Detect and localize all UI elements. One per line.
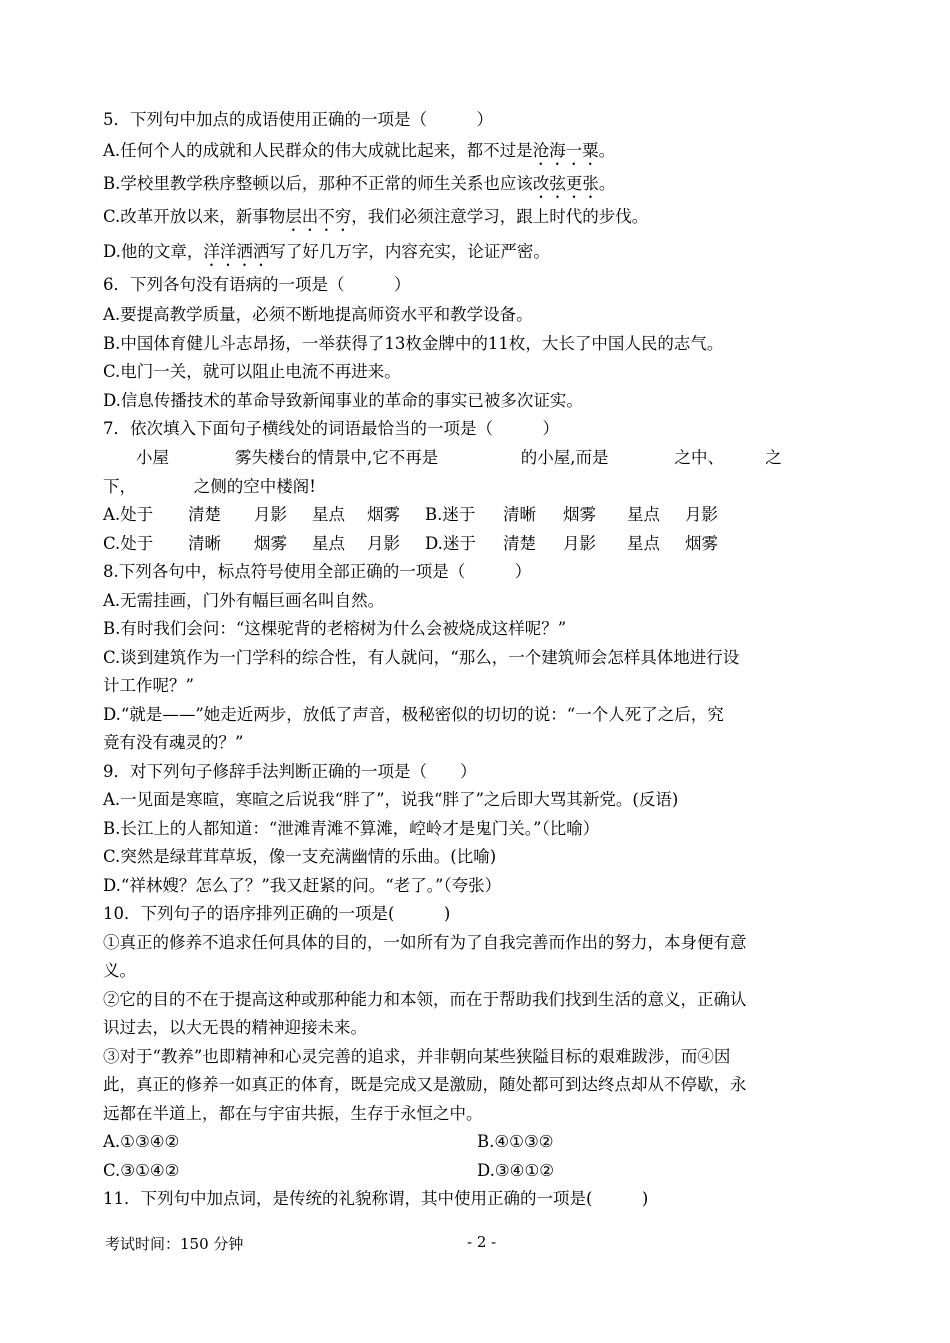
page-number: - 2 - (467, 1233, 497, 1251)
q10-sentence-2-line2: 识过去，以大无畏的精神迎接未来。 (103, 1018, 367, 1037)
q10-sentence-1-line1: ①真正的修养不追求任何具体的目的，一如所有为了自我完善而作出的努力，本身便有意 (103, 933, 747, 952)
q7-sentence-line2: 下， 之侧的空中楼阁! (103, 477, 316, 496)
q10-option-c: C.③①④② (103, 1161, 180, 1180)
q6-option-d: D.信息传播技术的革命导致新闻事业的革命的事实已被多次证实。 (103, 391, 583, 410)
q6-option-b: B.中国体育健儿斗志昂扬，一举获得了13枚金牌中的11枚，大长了中国人民的志气。 (103, 334, 724, 353)
q11-stem: 11．下列句中加点词，是传统的礼貌称谓，其中使用正确的一项是( ) (103, 1189, 649, 1208)
q5-option-d: D.他的文章，洋洋洒洒写了好几万字，内容充实，论证严密。 (103, 242, 550, 261)
q10-sentence-3-line3: 远都在半道上，都在与宇宙共振，生存于永恒之中。 (103, 1104, 483, 1123)
q10-stem: 10．下列句子的语序排列正确的一项是( ) (103, 904, 451, 923)
q8-option-b: B.有时我们会问：“这棵驼背的老榕树为什么会被烧成这样呢？” (103, 619, 567, 638)
q8-stem: 8.下列各句中，标点符号使用全部正确的一项是（ ） (103, 562, 532, 581)
q8-option-d-line2: 竟有没有魂灵的？” (103, 733, 244, 752)
q7-option-b: B.迷于 清晰 烟雾 星点 月影 (425, 505, 718, 524)
q9-option-b: B.长江上的人都知道：“泄滩青滩不算滩，崆岭才是鬼门关。”（比喻） (103, 819, 600, 838)
q5-option-b: B.学校里教学秩序整顿以后，那种不正常的师生关系也应该改弦更张。 (103, 174, 616, 193)
q7-sentence-line1: 小屋 雾失楼台的情景中,它不再是 的小屋,而是 之中、 之 (103, 448, 782, 467)
q10-sentence-3-line1: ③对于“教养”也即精神和心灵完善的追求，并非朝向某些狭隘目标的艰难跋涉，而④因 (103, 1047, 731, 1066)
q10-sentence-1-line2: 义。 (103, 961, 136, 980)
q6-option-c: C.电门一关，就可以阻止电流不再进来。 (103, 362, 401, 381)
q10-option-b: B.④①③② (477, 1132, 554, 1151)
q8-option-d-line1: D.“就是——”她走近两步，放低了声音，极秘密似的切切的说：“一个人死了之后，究 (103, 705, 724, 724)
q9-option-d: D.“祥林嫂？怎么了？”我又赶紧的问。“老了。”（夸张） (103, 876, 502, 895)
q6-stem: 6．下列各句没有语病的一项是（ ） (103, 275, 411, 294)
q9-stem: 9．对下列句子修辞手法判断正确的一项是（ ） (103, 762, 477, 781)
q10-option-d: D.③④①② (477, 1161, 555, 1180)
q10-option-a: A.①③④② (103, 1132, 180, 1151)
q7-option-c: C.处于 清晰 烟雾 星点 月影 (103, 534, 400, 553)
q8-option-c-line2: 计工作呢？” (103, 676, 194, 695)
q7-option-d: D.迷于 清楚 月影 星点 烟雾 (425, 534, 718, 553)
q7-stem: 7．依次填入下面句子横线处的词语最恰当的一项是（ ） (103, 419, 559, 438)
q5-option-c: C.改革开放以来，新事物层出不穷，我们必须注意学习，跟上时代的步伐。 (103, 207, 649, 226)
q5-stem: 5．下列句中加点的成语使用正确的一项是（ ） (103, 110, 493, 129)
q8-option-a: A.无需挂画，门外有幅巨画名叫自然。 (103, 591, 385, 610)
q8-option-c-line1: C.谈到建筑作为一门学科的综合性，有人就问，“那么，一个建筑师会怎样具体地进行设 (103, 648, 740, 667)
q10-sentence-3-line2: 此，真正的修养一如真正的体育，既是完成又是激励，随处都可到达终点却从不停歇，永 (103, 1075, 747, 1094)
q10-sentence-2-line1: ②它的目的不在于提高这种或那种能力和本领，而在于帮助我们找到生活的意义，正确认 (103, 990, 747, 1009)
q9-option-a: A.一见面是寒暄，寒暄之后说我“胖了”，说我“胖了”之后即大骂其新党。(反语) (103, 790, 679, 809)
exam-time: 考试时间：150 分钟 (105, 1235, 244, 1253)
q6-option-a: A.要提高教学质量，必须不断地提高师资水平和教学设备。 (103, 305, 533, 324)
q5-option-a: A.任何个人的成就和人民群众的伟大成就比起来，都不过是沧海一粟。 (103, 141, 616, 160)
q9-option-c: C.突然是绿茸茸草坂，像一支充满幽情的乐曲。(比喻) (103, 847, 497, 866)
q7-option-a: A.处于 清楚 月影 星点 烟雾 (103, 505, 400, 524)
